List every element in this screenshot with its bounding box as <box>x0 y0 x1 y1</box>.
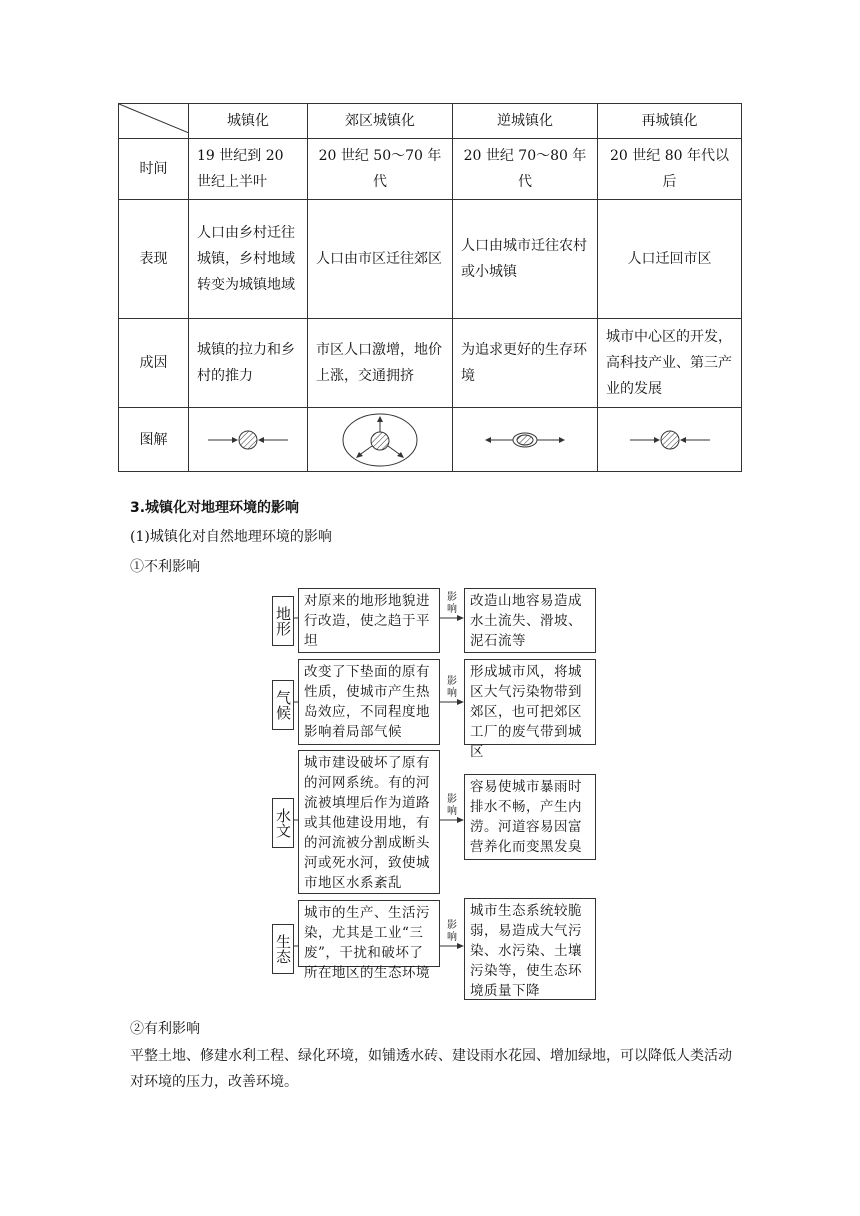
table-cell: 人口迁回市区 <box>598 200 742 319</box>
flow-label-terrain: 地形 <box>272 596 294 646</box>
positive-impact-paragraph: 平整土地、修建水利工程、绿化环境，如铺透水砖、建设雨水花园、增加绿地，可以降低人类活动对环境的压力，改善环境。 <box>130 1048 732 1090</box>
row-label-time: 时间 <box>119 139 189 200</box>
header-suburbanization: 郊区城镇化 <box>308 104 453 139</box>
table-cell: 19 世纪到 20 世纪上半叶 <box>189 139 308 200</box>
subsection-positive: ②有利影响 <box>130 1021 200 1037</box>
row-label-manifestation: 表现 <box>119 200 189 319</box>
arrow-label: 影 响 <box>447 676 457 699</box>
table-cell: 20 世纪 70～80 年代 <box>453 139 598 200</box>
table-cell: 20 世纪 50～70 年代 <box>308 139 453 200</box>
flow-effect-climate: 形成城市风，将城区大气污染物带到郊区，也可把郊区工厂的废气带到城区 <box>464 659 596 745</box>
header-reurbanization: 再城镇化 <box>598 104 742 139</box>
subsection-negative: ①不利影响 <box>130 559 200 575</box>
table-cell: 市区人口激增，地价上涨，交通拥挤 <box>308 319 453 408</box>
table-cell: 城市中心区的开发，高科技产业、第三产业的发展 <box>598 319 742 408</box>
row-label-cause: 成因 <box>119 319 189 408</box>
table-cell: 为追求更好的生存环境 <box>453 319 598 408</box>
flow-label-hydrology: 水文 <box>272 798 294 848</box>
arrow-label: 影 响 <box>447 794 457 817</box>
row-label-diagram: 图解 <box>119 408 189 472</box>
arrow-label: 影 响 <box>447 920 457 943</box>
flow-cause-terrain: 对原来的地形地貌进行改造，使之趋于平坦 <box>298 588 440 653</box>
subsection-natural-impact: (1)城镇化对自然地理环境的影响 <box>130 529 332 545</box>
table-cell: 人口由乡村迁往城镇，乡村地域转变为城镇地域 <box>189 200 308 319</box>
flow-cause-climate: 改变了下垫面的原有性质，使城市产生热岛效应，不同程度地影响着局部气候 <box>298 659 440 745</box>
table-cell: 城镇的拉力和乡村的推力 <box>189 319 308 408</box>
section-title: 3.城镇化对地理环境的影响 <box>130 500 300 516</box>
flow-effect-terrain: 改造山地容易造成水土流失、滑坡、泥石流等 <box>464 588 596 653</box>
flow-effect-hydrology: 容易使城市暴雨时排水不畅，产生内涝。河道容易因富营养化而变黑发臭 <box>464 774 596 860</box>
arrow-label: 影 响 <box>447 592 457 615</box>
header-urbanization: 城镇化 <box>189 104 308 139</box>
flow-effect-ecology: 城市生态系统较脆弱，易造成大气污染、水污染、土壤污染等，使生态环境质量下降 <box>464 898 596 1000</box>
flow-cause-ecology: 城市的生产、生活污染，尤其是工业“三废”，干扰和破坏了所在地区的生态环境 <box>298 900 440 967</box>
flow-cause-hydrology: 城市建设破坏了原有的河网系统。有的河流被填埋后作为道路或其他建设用地，有的河流被分割成断头河或死水河，致使城市地区水系紊乱 <box>298 750 440 894</box>
header-counter-urbanization: 逆城镇化 <box>453 104 598 139</box>
flow-label-ecology: 生态 <box>272 924 294 974</box>
flow-label-climate: 气候 <box>272 680 294 730</box>
table-cell: 人口由城市迁往农村或小城镇 <box>453 200 598 319</box>
table-cell: 20 世纪 80 年代以后 <box>598 139 742 200</box>
table-cell: 人口由市区迁往郊区 <box>308 200 453 319</box>
